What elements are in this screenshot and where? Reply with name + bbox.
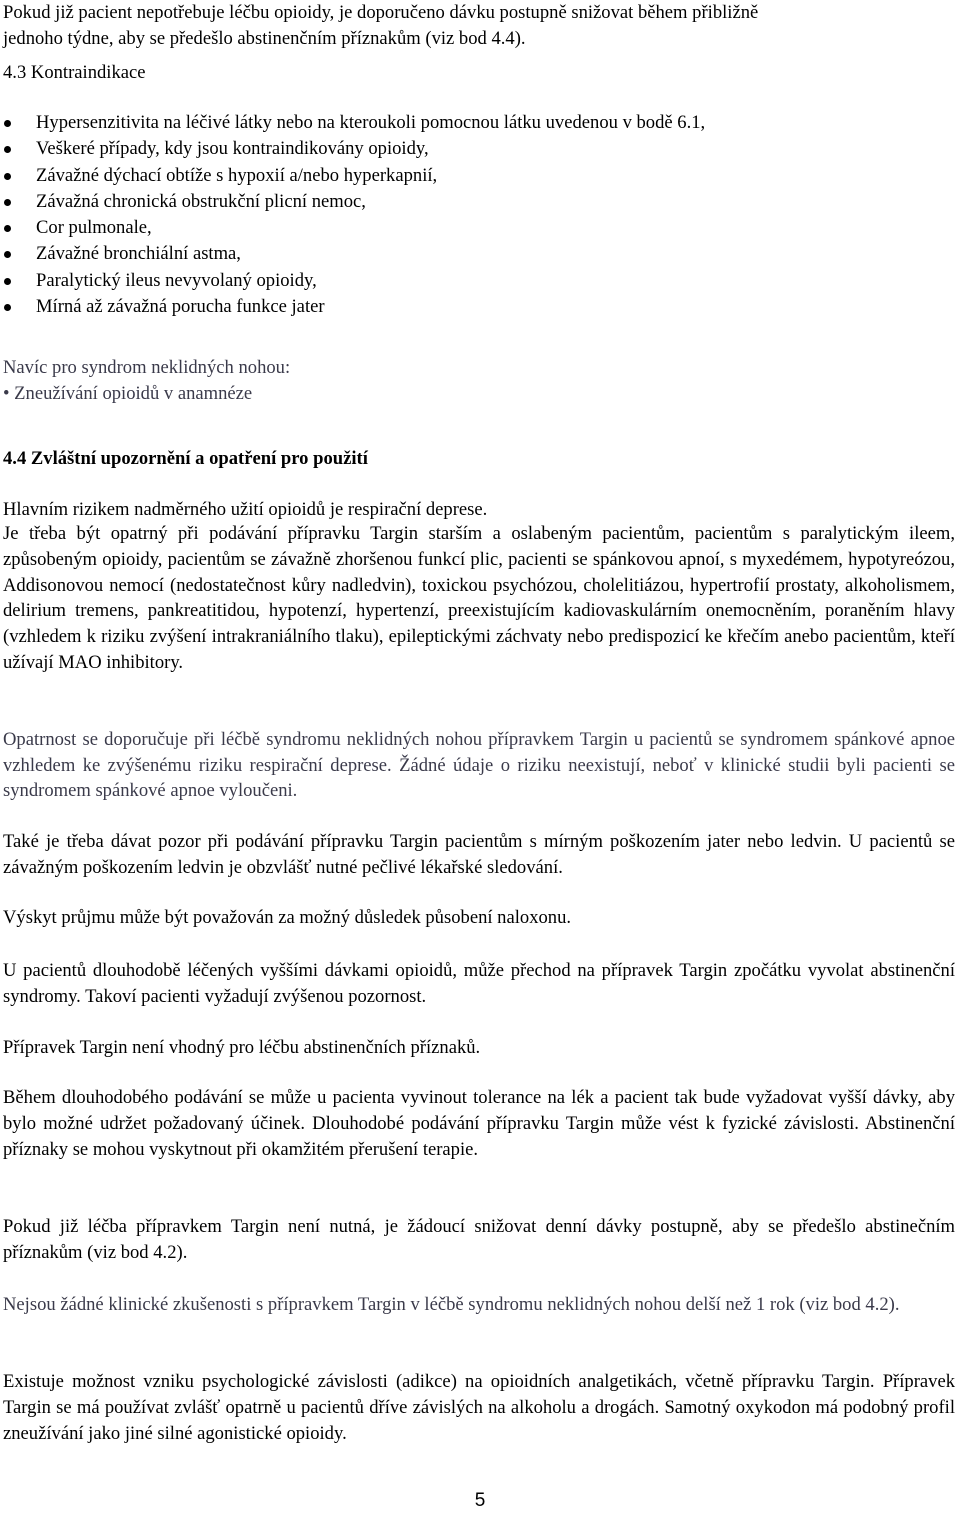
paragraph: U pacientů dlouhodobě léčených vyššími dávkami opioidů, může přechod na přípravek Targin zpočátku vyvolat abstinenční syndromy. Takoví pacienti vyžadují zvýšenou pozornost. [3, 960, 955, 1007]
bullet-icon [4, 146, 11, 153]
list-item: Závažné dýchací obtíže s hypoxií a/nebo hyperkapnií, [3, 163, 955, 189]
paragraph: Přípravek Targin není vhodný pro léčbu abstinenčních příznaků. [3, 1037, 481, 1058]
paragraph: Výskyt průjmu může být považován za možný důsledek působení naloxonu. [3, 907, 572, 928]
intro-paragraph [3, 0, 955, 52]
bullet-icon [4, 251, 11, 258]
intro-line-2: jednoho týdne, aby se předešlo abstinenčním příznakům (viz bod 4.4). [3, 28, 526, 49]
bullet-icon [4, 120, 11, 127]
paragraph: Hlavním rizikem nadměrného užití opioidů je respirační deprese. [3, 499, 488, 520]
contraindication-list [3, 110, 955, 320]
paragraph: Nejsou žádné klinické zkušenosti s přípravkem Targin v léčbě syndromu neklidných nohou delší než 1 rok (viz bod 4.2). [3, 1294, 900, 1315]
bullet-icon [4, 304, 11, 311]
list-item: Hypersenzitivita na léčivé látky nebo na kteroukoli pomocnou látku uvedenou v bodě 6.1, [3, 110, 955, 136]
paragraph: Je třeba být opatrný při podávání přípravku Targin starším a oslabeným pacientům, pacientům s paralytickým ileem, způsobeným opioidy, pacientům se závažně zhoršenou funkcí plic, pacienti se spánkovou apnoí, s myxedémem, hypotyreózou, Addisonovou nemocí (nedostatečnost kůry nadledvin), toxickou psychózou, cholelitiázou, hypertrofií prostaty, alkoholismem, delirium tremens, pankreatitidou, hypotenzí, hypertenzí, preexistujícím kadiovaskulárním onemocněním, poraněním hlavy (vzhledem k riziku zvýšení intrakraniálního tlaku), epileptickými záchvaty nebo predispozicí ke křečím anebo pacientům, kteří užívají MAO inhibitory. [3, 523, 955, 673]
page-number: 5 [474, 1490, 486, 1511]
paragraph: Existuje možnost vzniku psychologické závislosti (adikce) na opioidních analgetikách, včetně přípravku Targin. Přípravek Targin se má používat zvlášť opatrně u pacientů dříve závislých na alkoholu a drogách. Samotný oxykodon má podobný profil zneužívání jako jiné silné agonistické opioidy. [3, 1371, 955, 1444]
bullet-icon [4, 225, 11, 232]
paragraph: Během dlouhodobého podávání se může u pacienta vyvinout tolerance na lék a pacient tak bude vyžadovat vyšší dávky, aby bylo možné udržet požadovaný účinek. Dlouhodobé podávání přípravku Targin může vést k fyzické závislosti. Abstinenční příznaky se mohou vyskytnout při okamžitém přerušení terapie. [3, 1087, 955, 1160]
rls-heading: Navíc pro syndrom neklidných nohou: [3, 357, 291, 378]
list-item: Cor pulmonale, [3, 215, 955, 241]
paragraph: Také je třeba dávat pozor při podávání přípravku Targin pacientům s mírným poškozením jater nebo ledvin. U pacientů se závažným poškozením ledvin je obzvlášť nutné pečlivé lékařské sledování. [3, 831, 955, 878]
bullet-icon [4, 173, 11, 180]
rls-item: • Zneužívání opioidů v anamnéze [3, 383, 253, 404]
list-item: Veškeré případy, kdy jsou kontraindikovány opioidy, [3, 136, 955, 162]
paragraph: Pokud již léčba přípravkem Targin není nutná, je žádoucí snižovat denní dávky postupně, aby se předešlo abstinečním příznakům (viz bod 4.2). [3, 1216, 955, 1263]
intro-line-1: Pokud již pacient nepotřebuje léčbu opioidy, je doporučeno dávku postupně snižovat během přibližně [3, 2, 759, 23]
section-4-4-title: 4.4 Zvláštní upozornění a opatření pro použití [3, 448, 368, 469]
paragraph: Opatrnost se doporučuje při léčbě syndromu neklidných nohou přípravkem Targin u pacientů se syndromem spánkové apnoe vzhledem ke zvýšenému riziku respirační deprese. Žádné údaje o riziku neexistují, neboť v klinické studii byli pacienti se syndromem spánkové apnoe vyloučeni. [3, 729, 955, 802]
section-4-3-title: 4.3 Kontraindikace [3, 62, 146, 83]
list-item: Mírná až závažná porucha funkce jater [3, 294, 955, 320]
list-item: Závažná chronická obstrukční plicní nemoc, [3, 189, 955, 215]
list-item: Závažné bronchiální astma, [3, 241, 955, 267]
bullet-icon [4, 199, 11, 206]
list-item: Paralytický ileus nevyvolaný opioidy, [3, 268, 955, 294]
bullet-icon [4, 278, 11, 285]
